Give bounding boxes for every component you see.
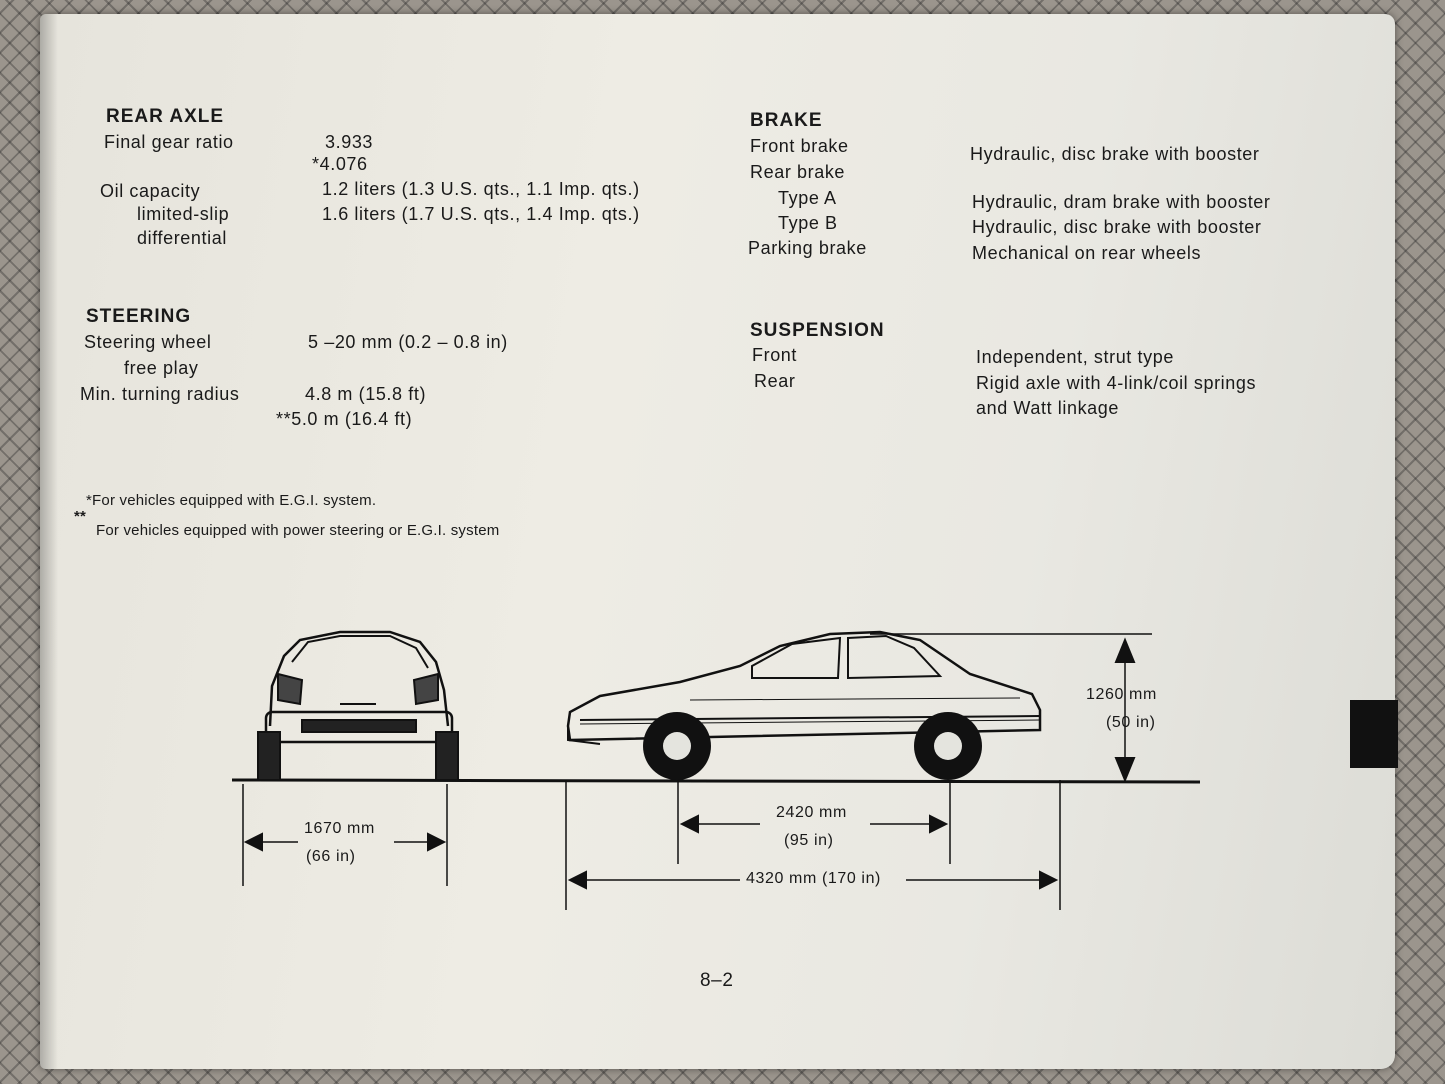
wheelbase-value-in: (95 in) [784, 832, 834, 849]
suspension-rear-label: Rear [754, 371, 796, 391]
suspension-front-label: Front [752, 345, 798, 365]
rear-wheel [914, 712, 982, 780]
wheelbase-value: 2420 mm [776, 804, 847, 821]
lsd-label-2: differential [137, 228, 227, 248]
steering-freeplay-label: free play [124, 358, 199, 378]
parking-brake-value: Mechanical on rear wheels [972, 243, 1202, 263]
type-a-value: Hydraulic, dram brake with booster [972, 192, 1271, 212]
rear-axle-heading: REAR AXLE [106, 106, 225, 127]
parking-brake-label: Parking brake [748, 238, 867, 258]
suspension-heading: SUSPENSION [750, 320, 885, 341]
turning-radius-label: Min. turning radius [80, 384, 240, 404]
steering-heading: STEERING [86, 306, 192, 327]
height-value: 1260 mm [1086, 686, 1157, 703]
oil-capacity-value: 1.2 liters (1.3 U.S. qts., 1.1 Imp. qts.) [322, 179, 640, 199]
front-brake-label: Front brake [750, 136, 849, 156]
lsd-value: 1.6 liters (1.7 U.S. qts., 1.4 Imp. qts.) [322, 204, 640, 224]
height-value-in: (50 in) [1106, 714, 1156, 731]
tread-value: 1670 mm [304, 820, 375, 837]
front-wheel [643, 712, 711, 780]
section-tab-marker [1350, 700, 1398, 768]
vehicle-dimensions-diagram [40, 14, 1395, 1069]
type-b-value: Hydraulic, disc brake with booster [972, 217, 1262, 237]
final-gear-value: 3.933 [325, 132, 374, 152]
brake-heading: BRAKE [750, 110, 823, 131]
suspension-front-value: Independent, strut type [976, 347, 1174, 367]
footnote-double-star: For vehicles equipped with power steering or E.G.I. system [96, 522, 500, 539]
ground-line [232, 780, 1200, 782]
steering-wheel-label: Steering wheel [84, 332, 212, 352]
type-a-label: Type A [778, 188, 837, 208]
final-gear-label: Final gear ratio [104, 132, 234, 152]
steering-wheel-value: 5 –20 mm (0.2 – 0.8 in) [308, 332, 508, 352]
overall-length-value: 4320 mm (170 in) [746, 870, 881, 887]
suspension-rear-value-2: and Watt linkage [976, 398, 1120, 418]
footnote-single-star: *For vehicles equipped with E.G.I. system. [86, 492, 377, 509]
page-number: 8–2 [700, 970, 734, 991]
manual-page [40, 14, 1395, 1069]
front-brake-value: Hydraulic, disc brake with booster [970, 144, 1260, 164]
type-b-label: Type B [778, 213, 838, 233]
oil-capacity-label: Oil capacity [100, 181, 201, 201]
tread-value-in: (66 in) [306, 848, 356, 865]
rear-brake-label: Rear brake [750, 162, 846, 182]
turning-radius-value-alt: **5.0 m (16.4 ft) [276, 409, 413, 429]
turning-radius-value: 4.8 m (15.8 ft) [305, 384, 427, 404]
lsd-label-1: limited-slip [137, 204, 230, 224]
final-gear-value-alt: *4.076 [312, 154, 368, 174]
suspension-rear-value-1: Rigid axle with 4-link/coil springs [976, 373, 1257, 393]
footnote-double-star-mark: ** [74, 508, 87, 525]
front-view-car-illustration [258, 632, 458, 780]
